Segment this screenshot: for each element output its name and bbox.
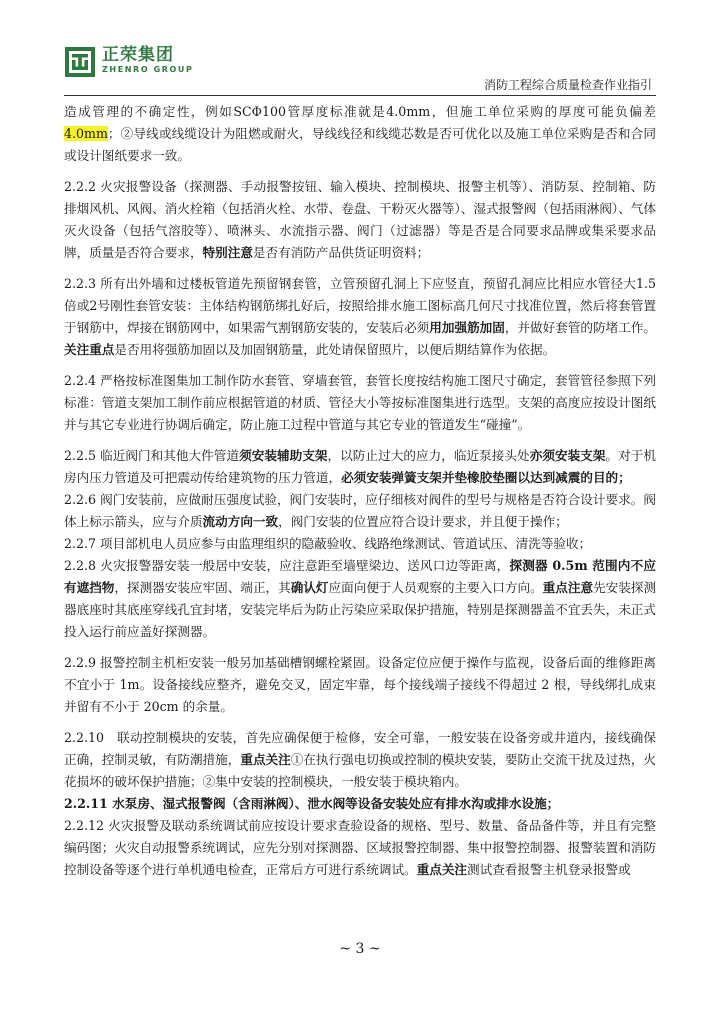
- zhenro-logo-icon: [64, 46, 96, 78]
- text-run: ①在执行强电切换或控制的模块安装，要防止交流干扰及过热，火花损坏的破坏保护措施；②集中安装的控制模块，一般安装于模块箱内。: [64, 752, 657, 789]
- text-run: 2.2.9 报警控制主机柜安装一般另加基础槽钢螺栓紧固。设备定位应便于操作与监视，设备后面的维修距离不宜小于 1m。设备接线应整齐，避免交叉，固定牢靠，每个接线端子接线不得超过 2 根，导线绑扎成束并留有不小于 20cm 的余量。: [64, 655, 656, 714]
- company-logo: [64, 46, 194, 78]
- text-run: ，并做好套管的防堵工作。: [504, 320, 657, 335]
- text-run: 2.2.8 火灾报警器安装一般居中安装，应注意距至墙壁梁边、送风口边等距离，: [64, 558, 510, 573]
- text-run: ；②导线或线缆设计为阻燃或耐火，导线线径和线缆芯数是否可优化以及施工单位采购是否和合同或设计图纸要求一致。: [64, 126, 656, 163]
- header-divider: [64, 95, 656, 96]
- paragraph: [64, 652, 656, 718]
- text-run: 造成管理的不确定性，例如SC: [64, 104, 252, 119]
- text-run: ，探测器安装应牢固、端正，其: [114, 580, 291, 595]
- document-title: 消防工程综合质量检查作业指引: [483, 78, 652, 92]
- bold-text: 探测器 0.5m 范围内不应有遮挡物: [64, 558, 656, 595]
- highlighted-text: 4.0mm: [64, 126, 108, 141]
- bold-text: 2.2.11 水泵房、湿式报警阀（含雨淋阀）、泄水阀等设备安装处应有排水沟或排水设施；: [64, 796, 560, 811]
- bold-text: 用加强筋加固: [429, 320, 505, 335]
- text-run: 2.2.3 所有出外墙和过楼板管道先预留钢套管，立管预留孔洞上下应竖直，预留孔洞应比相应水管径大1.5倍或2号刚性套管安装：主体结构钢筋绑扎好后，按照给排水施工图标高几何尺寸找准位置，然后将套管置于钢筋中，焊接在钢筋网中，如果需气割钢筋安装的，安装后必须: [64, 276, 656, 335]
- logo-chinese-name: 正荣集团: [102, 45, 174, 65]
- paragraph: [64, 273, 656, 361]
- text-run: 2.2.6 阀门安装前，应做耐压强度试验，阀门安装时，应仔细核对阀件的型号与规格是否符合设计要求。阀体上标示箭头，应与介质: [64, 492, 656, 529]
- bold-text: 流动方向一致: [202, 514, 279, 529]
- text-run: 测试查看报警主机登录报警或: [467, 862, 631, 877]
- text-run: ，以防止过大的应力，临近泵接头处: [327, 448, 530, 463]
- text-run: 先安装探测器底座时其底座穿线孔宜封堵，安装完毕后为防止污染应采取保护措施，特别是探测器盖不宜丢失，未正式投入运行前应盖好探测器。: [64, 580, 657, 639]
- paragraph: [64, 533, 656, 555]
- text-run: 是否有消防产品供货证明资料；: [252, 245, 430, 260]
- paragraph: [64, 101, 656, 167]
- page-number: ~ 3 ~: [339, 941, 381, 957]
- paragraph: [64, 815, 656, 881]
- paragraph: [64, 445, 656, 489]
- logo-english-name: ZHENRO GROUP: [102, 65, 194, 74]
- text-run: 2.2.7 项目部机电人员应参与由监理组织的隐蔽验收、线路绝缘测试、管道试压、清洗等验收；: [64, 536, 592, 551]
- paragraph: [64, 176, 656, 264]
- text-run: 是否用将强筋加固以及加固钢筋量，此处请保留照片，以便后期结算作为依据。: [114, 342, 556, 357]
- text-run: 2.2.12 火灾报警及联动系统调试前应按设计要求查验设备的规格、型号、数量、备品备件等，并且有完整编码图；火灾自动报警系统调试，应先分别对探测器、区域报警控制器、集中报警控制器、报警装置和消防控制设备等逐个进行单机通电检查，正常后方可进行系统调试。: [64, 818, 656, 877]
- text-run: 应面向便于人员观察的主要入口方向。: [328, 580, 543, 595]
- bold-text: 重点注意: [542, 580, 594, 595]
- text-run: 2.2.2 火灾报警设备（探测器、手动报警按钮、输入模块、控制模块、报警主机等）、消防泵、控制箱、防排烟风机、风阀、消火栓箱（包括消火栓、水带、卷盘、干粉灭火器等）、湿式报警阀（包括雨淋阀）、气体灭火设备（包括气溶胶等）、喷淋头、水流指示器、阀门（过滤器）等是否是合同要求品牌或集采要求品牌，质量是否符合要求，: [64, 179, 656, 260]
- paragraph: [64, 489, 656, 533]
- bold-text: 关注重点: [64, 342, 115, 357]
- bold-text: 须安装辅助支架: [239, 448, 328, 463]
- document-body: [64, 101, 656, 881]
- text-run: 2.2.5 临近阀门和其他大件管道: [64, 448, 240, 463]
- bold-text: 必须安装弹簧支架并垫橡胶垫圈以达到减震的目的；: [341, 470, 631, 485]
- bold-text: 重点关注: [240, 752, 291, 767]
- text-run: 。对于机房内压力管道及可把震动传给建筑物的压力管道，: [64, 448, 657, 485]
- bold-text: 重点关注: [416, 862, 467, 877]
- paragraph: [64, 370, 656, 436]
- text-run: ，阀门安装的位置应符合设计要求，并且便于操作；: [278, 514, 568, 529]
- text-run: 2.2.4 严格按标准图集加工制作防水套管、穿墙套管，套管长度按结构施工图尺寸确定，套管管径参照下列标准：管道支架加工制作前应根据管道的材质、管径大小等按标准图集进行选型。支架的高度应按设计图纸并与其它专业进行协调后确定，防止施工过程中管道与其它专业的管道发生“碰撞”。: [64, 373, 656, 432]
- paragraph: [64, 555, 656, 643]
- bold-text: 特别注意: [202, 245, 253, 260]
- paragraph: [64, 793, 656, 815]
- bold-text: 确认灯: [290, 580, 329, 595]
- page-header: [0, 0, 720, 96]
- text-run: 100管厚度标准就是4.0mm，但施工单位采购的厚度可能负偏差: [261, 104, 657, 119]
- text-run: 2.2.10 联动控制模块的安装，首先应确保便于检修，安全可靠，一般安装在设备旁或井道内，接线确保正确，控制灵敏，有防潮措施，: [64, 730, 656, 767]
- text-run: Φ: [251, 104, 262, 119]
- bold-text: 亦须安装支架: [529, 448, 606, 463]
- paragraph: [64, 727, 656, 793]
